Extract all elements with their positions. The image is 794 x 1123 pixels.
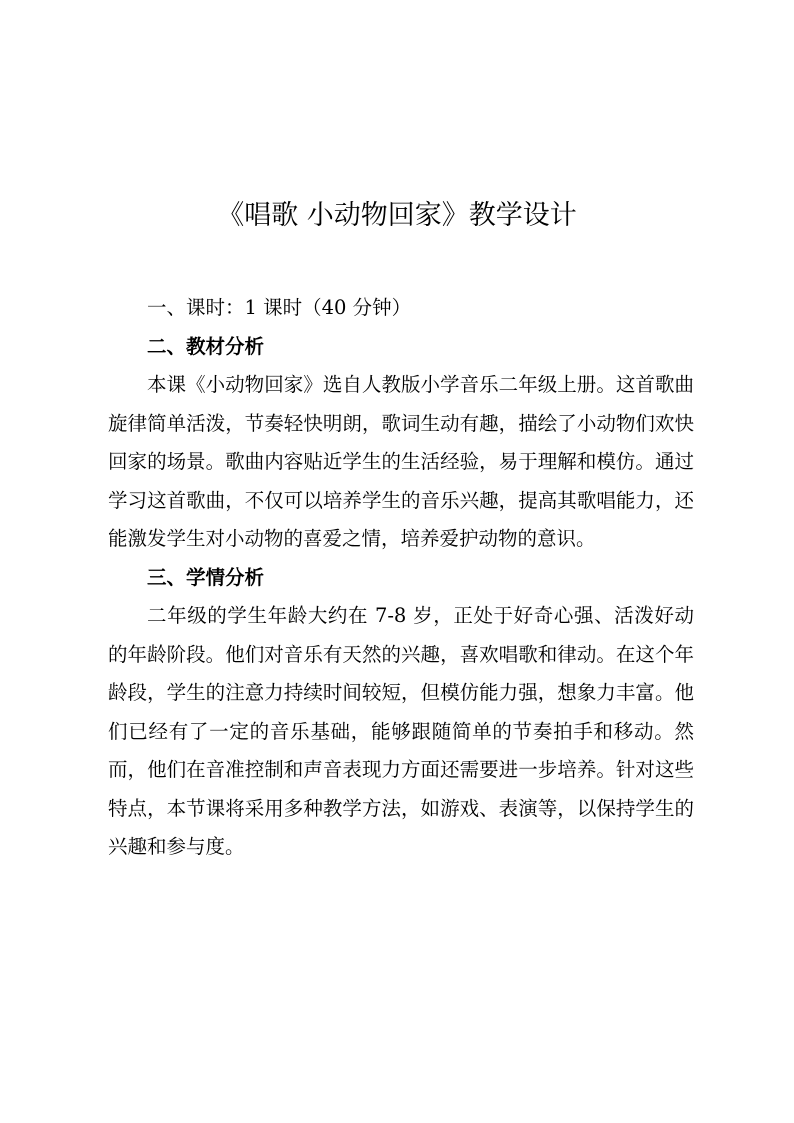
section-heading-student-analysis: 三、学情分析: [147, 565, 265, 589]
section-paragraph-student-analysis: 二年级的学生年龄大约在 7-8 岁，正处于好奇心强、活泼好动的年龄阶段。他们对音乐有天然的兴趣，喜欢唱歌和律动。在这个年龄段，学生的注意力持续时间较短，但模仿能力强，想象力丰富。他们已经有了一定的音乐基础，能够跟随简单的节奏拍手和移动。然而，他们在音准控制和声音表现力方面还需要进一步培养。针对这些特点，本节课将采用多种教学方法，如游戏、表演等，以保持学生的兴趣和参与度。: [108, 604, 694, 858]
section-heading-textbook-analysis: 二、教材分析: [147, 334, 265, 358]
document-title: 《唱歌 小动物回家》教学设计: [217, 200, 577, 231]
document-body: [108, 289, 694, 867]
section-paragraph-textbook-analysis: 本课《小动物回家》选自人教版小学音乐二年级上册。这首歌曲旋律简单活泼，节奏轻快明朗，歌词生动有趣，描绘了小动物们欢快回家的场景。歌曲内容贴近学生的生活经验，易于理解和模仿。通过学习这首歌曲，不仅可以培养学生的音乐兴趣，提高其歌唱能力，还能激发学生对小动物的喜爱之情，培养爱护动物的意识。: [108, 373, 694, 550]
class-hours-line: 一、课时：1 课时（40 分钟）: [147, 296, 412, 319]
